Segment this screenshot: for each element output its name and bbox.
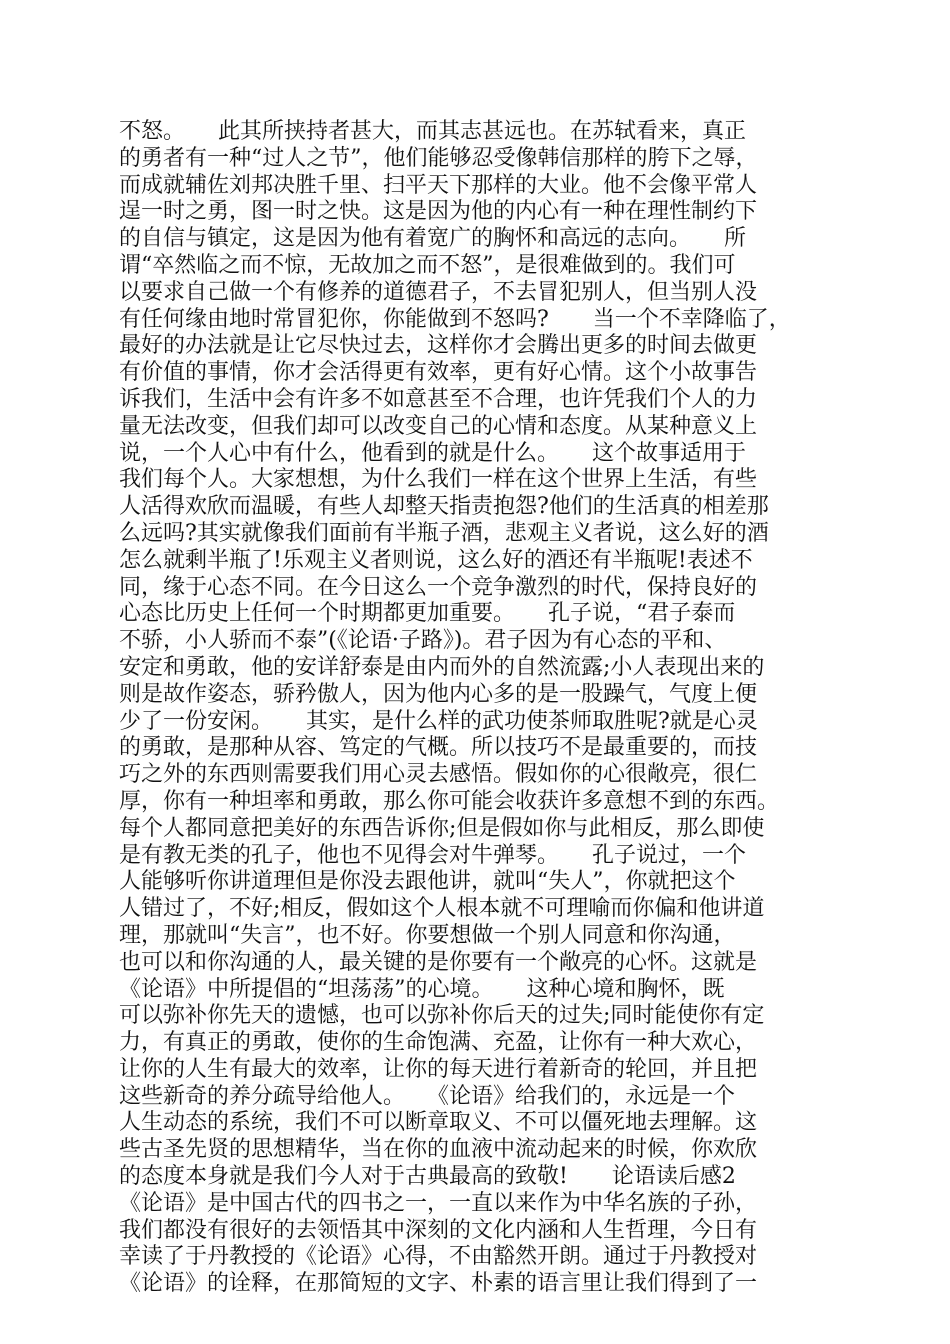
text-line: 有任何缘由地时常冒犯你，你能做到不怒吗? 当一个不幸降临了， bbox=[119, 306, 791, 332]
text-line: 《论语》的诠释，在那简短的文字、朴素的语言里让我们得到了一 bbox=[119, 1271, 758, 1297]
text-line: 少了一份安闲。 其实，是什么样的武功使茶师取胜呢?就是心灵 bbox=[119, 708, 758, 734]
text-line: 怎么就剩半瓶了!乐观主义者则说，这么好的酒还有半瓶呢!表述不 bbox=[119, 547, 753, 573]
body-text bbox=[119, 119, 839, 1298]
text-line: 以要求自己做一个有修养的道德君子，不去冒犯别人，但当别人没 bbox=[119, 279, 758, 305]
text-line: 安定和勇敢，他的安详舒泰是由内而外的自然流露;小人表现出来的 bbox=[119, 654, 765, 680]
text-line: 也可以和你沟通的人，最关键的是你要有一个敞亮的心怀。这就是 bbox=[119, 949, 758, 975]
text-line: 最好的办法就是让它尽快过去，这样你才会腾出更多的时间去做更 bbox=[119, 333, 758, 359]
text-line: 我们每个人。大家想想，为什么我们一样在这个世界上生活，有些 bbox=[119, 467, 758, 493]
text-line: 的态度本身就是我们今人对于古典最高的致敬! 论语读后感2 bbox=[119, 1164, 736, 1190]
text-line: 么远吗?其实就像我们面前有半瓶子酒，悲观主义者说，这么好的酒 bbox=[119, 520, 769, 546]
text-line: 幸读了于丹教授的《论语》心得，不由豁然开朗。通过于丹教授对 bbox=[119, 1244, 758, 1270]
text-line: 些古圣先贤的思想精华，当在你的血液中流动起来的时候，你欢欣 bbox=[119, 1137, 758, 1163]
text-line: 人能够听你讲道理但是你没去跟他讲，就叫“失人”，你就把这个 bbox=[119, 869, 736, 895]
text-line: 不怒。 此其所挟持者甚大，而其志甚远也。在苏轼看来，真正 bbox=[119, 119, 747, 144]
text-line: 让你的人生有最大的效率，让你的每天进行着新奇的轮回，并且把 bbox=[119, 1056, 758, 1082]
text-line: 《论语》是中国古代的四书之一，一直以来作为中华名族的子孙， bbox=[119, 1190, 758, 1216]
text-line: 《论语》中所提倡的“坦荡荡”的心境。 这种心境和胸怀，既 bbox=[119, 976, 725, 1002]
text-line: 而成就辅佐刘邦决胜千里、扫平天下那样的大业。他不会像平常人 bbox=[119, 172, 758, 198]
text-line: 的勇敢，是那种从容、笃定的气概。所以技巧不是最重要的，而技 bbox=[119, 735, 758, 761]
text-line: 力，有真正的勇敢，使你的生命饱满、充盈，让你有一种大欢心， bbox=[119, 1030, 758, 1056]
text-line: 心态比历史上任何一个时期都更加重要。 孔子说，“君子泰而 bbox=[119, 601, 736, 627]
text-line: 则是故作姿态，骄矜傲人，因为他内心多的是一股躁气，气度上便 bbox=[119, 681, 758, 707]
text-line: 厚，你有一种坦率和勇敢，那么你可能会收获许多意想不到的东西。 bbox=[119, 788, 780, 814]
text-line: 人活得欢欣而温暖，有些人却整天指责抱怨?他们的生活真的相差那 bbox=[119, 494, 769, 520]
text-line: 不骄，小人骄而不泰”(《论语·子路》)。君子因为有心态的平和、 bbox=[119, 628, 727, 654]
text-line: 诉我们，生活中会有许多不如意甚至不合理，也许凭我们个人的力 bbox=[119, 386, 758, 412]
text-line: 人生动态的系统，我们不可以断章取义、不可以僵死地去理解。这 bbox=[119, 1110, 758, 1136]
text-line: 说，一个人心中有什么，他看到的就是什么。 这个故事适用于 bbox=[119, 440, 747, 466]
text-line: 这些新奇的养分疏导给他人。 《论语》给我们的，永远是一个 bbox=[119, 1083, 736, 1109]
text-line: 可以弥补你先天的遗憾，也可以弥补你后天的过失;同时能使你有定 bbox=[119, 1003, 765, 1029]
text-line: 量无法改变，但我们却可以改变自己的心情和态度。从某种意义上 bbox=[119, 413, 758, 439]
text-line: 我们都没有很好的去领悟其中深刻的文化内涵和人生哲理，今日有 bbox=[119, 1217, 758, 1243]
text-line: 逞一时之勇，图一时之快。这是因为他的内心有一种在理性制约下 bbox=[119, 199, 758, 225]
text-line: 每个人都同意把美好的东西告诉你;但是假如你与此相反，那么即使 bbox=[119, 815, 765, 841]
text-line: 有价值的事情，你才会活得更有效率，更有好心情。这个小故事告 bbox=[119, 360, 758, 386]
text-line: 巧之外的东西则需要我们用心灵去感悟。假如你的心很敞亮，很仁 bbox=[119, 762, 758, 788]
text-line: 人错过了，不好;相反，假如这个人根本就不可理喻而你偏和他讲道 bbox=[119, 896, 765, 922]
text-line: 是有教无类的孔子，他也不见得会对牛弹琴。 孔子说过，一个 bbox=[119, 842, 747, 868]
text-line: 理，那就叫“失言”，也不好。你要想做一个别人同意和你沟通， bbox=[119, 922, 736, 948]
text-line: 同，缘于心态不同。在今日这么一个竞争激烈的时代，保持良好的 bbox=[119, 574, 758, 600]
text-line: 的勇者有一种“过人之节”，他们能够忍受像韩信那样的胯下之辱， bbox=[119, 145, 758, 171]
text-line: 的自信与镇定，这是因为他有着宽广的胸怀和高远的志向。 所 bbox=[119, 226, 747, 252]
text-line: 谓“卒然临之而不惊，无故加之而不怒”，是很难做到的。我们可 bbox=[119, 252, 736, 278]
